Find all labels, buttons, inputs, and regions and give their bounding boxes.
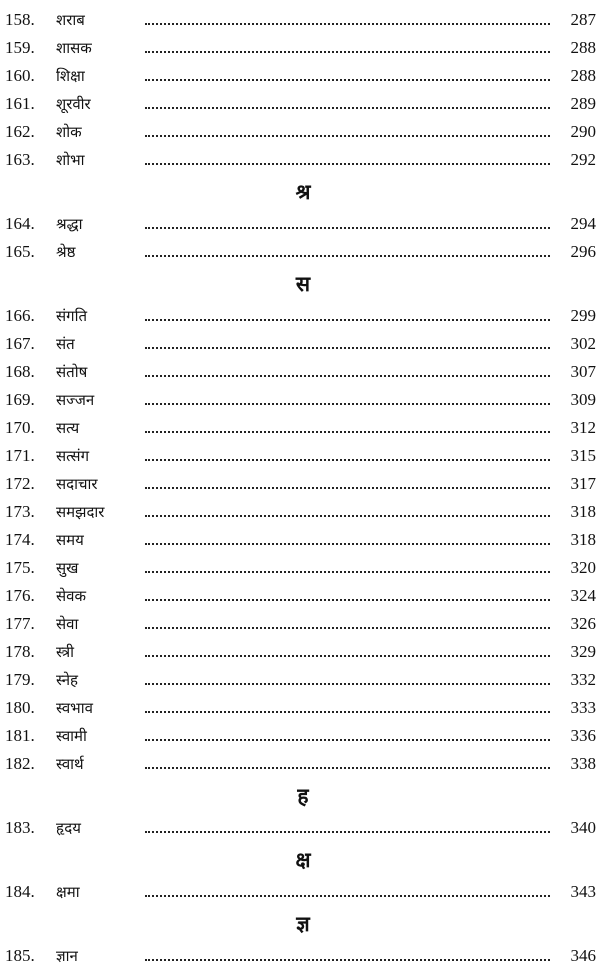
entry-title: सेवा <box>56 615 79 633</box>
toc-entry[interactable] <box>0 750 600 778</box>
entry-title: समझदार <box>56 503 105 521</box>
toc-entry[interactable] <box>0 414 600 442</box>
section-heading: क्ष <box>295 848 311 872</box>
entry-page-number: 290 <box>570 122 596 141</box>
toc-entry[interactable] <box>0 90 600 118</box>
entry-number: 174. <box>5 530 35 549</box>
dot-leader <box>145 51 550 53</box>
entry-number: 167. <box>5 334 35 353</box>
entry-title: श्रद्धा <box>56 215 83 233</box>
dot-leader <box>145 107 550 109</box>
toc-entry[interactable] <box>0 358 600 386</box>
entry-page-number: 312 <box>570 418 596 437</box>
dot-leader <box>145 711 550 713</box>
entry-number: 169. <box>5 390 35 409</box>
entry-title: सज्जन <box>56 391 95 409</box>
entry-page-number: 343 <box>570 882 596 901</box>
entry-page-number: 309 <box>570 390 596 409</box>
entry-title: संत <box>56 335 75 353</box>
entry-number: 160. <box>5 66 35 85</box>
dot-leader <box>145 431 550 433</box>
toc-entry[interactable] <box>0 722 600 750</box>
entry-title: स्वार्थ <box>56 755 84 773</box>
entry-number: 165. <box>5 242 35 261</box>
entry-page-number: 288 <box>570 38 596 57</box>
entry-title: सदाचार <box>56 475 98 493</box>
entry-title: संतोष <box>56 363 88 381</box>
entry-number: 168. <box>5 362 35 381</box>
toc-entry[interactable] <box>0 814 600 842</box>
entry-page-number: 315 <box>570 446 596 465</box>
entry-number: 183. <box>5 818 35 837</box>
entry-number: 176. <box>5 586 35 605</box>
toc-entry[interactable] <box>0 638 600 666</box>
entry-page-number: 302 <box>570 334 596 353</box>
entry-number: 181. <box>5 726 35 745</box>
entry-number: 171. <box>5 446 35 465</box>
entry-number: 170. <box>5 418 35 437</box>
dot-leader <box>145 959 550 961</box>
entry-page-number: 340 <box>570 818 596 837</box>
entry-number: 185. <box>5 946 35 965</box>
toc-entry[interactable] <box>0 942 600 970</box>
entry-title: स्वामी <box>56 727 87 745</box>
entry-title: शूरवीर <box>56 95 91 113</box>
dot-leader <box>145 831 550 833</box>
dot-leader <box>145 543 550 545</box>
entry-number: 159. <box>5 38 35 57</box>
dot-leader <box>145 79 550 81</box>
entry-page-number: 320 <box>570 558 596 577</box>
toc-entry[interactable] <box>0 386 600 414</box>
entry-title: संगति <box>56 307 88 325</box>
entry-title: स्नेह <box>56 671 79 689</box>
toc-entry[interactable] <box>0 6 600 34</box>
entry-title: सत्संग <box>56 447 90 465</box>
entry-number: 172. <box>5 474 35 493</box>
dot-leader <box>145 767 550 769</box>
toc-entry[interactable] <box>0 526 600 554</box>
entry-number: 163. <box>5 150 35 169</box>
entry-page-number: 336 <box>570 726 596 745</box>
entry-title: क्षमा <box>56 883 80 901</box>
toc-entry[interactable] <box>0 554 600 582</box>
entry-title: ज्ञान <box>56 947 78 965</box>
toc-entry[interactable] <box>0 666 600 694</box>
toc-entry[interactable] <box>0 498 600 526</box>
entry-number: 173. <box>5 502 35 521</box>
entry-page-number: 288 <box>570 66 596 85</box>
entry-number: 178. <box>5 642 35 661</box>
toc-entry[interactable] <box>0 582 600 610</box>
entry-number: 162. <box>5 122 35 141</box>
entry-title: सुख <box>56 559 79 577</box>
section-heading: स <box>295 272 311 296</box>
entry-page-number: 287 <box>570 10 596 29</box>
dot-leader <box>145 227 550 229</box>
entry-page-number: 318 <box>570 502 596 521</box>
entry-page-number: 338 <box>570 754 596 773</box>
entry-number: 175. <box>5 558 35 577</box>
toc-entry[interactable] <box>0 34 600 62</box>
dot-leader <box>145 487 550 489</box>
entry-page-number: 318 <box>570 530 596 549</box>
toc-entry[interactable] <box>0 210 600 238</box>
dot-leader <box>145 23 550 25</box>
entry-title: शोक <box>56 123 82 141</box>
dot-leader <box>145 375 550 377</box>
toc-entry[interactable] <box>0 238 600 266</box>
entry-page-number: 292 <box>570 150 596 169</box>
dot-leader <box>145 459 550 461</box>
toc-entry[interactable] <box>0 878 600 906</box>
entry-page-number: 326 <box>570 614 596 633</box>
entry-number: 158. <box>5 10 35 29</box>
dot-leader <box>145 403 550 405</box>
toc-entry[interactable] <box>0 470 600 498</box>
entry-page-number: 332 <box>570 670 596 689</box>
entry-page-number: 324 <box>570 586 596 605</box>
dot-leader <box>145 319 550 321</box>
section-heading: श्र <box>295 180 311 204</box>
dot-leader <box>145 655 550 657</box>
dot-leader <box>145 515 550 517</box>
toc-entry[interactable] <box>0 62 600 90</box>
entry-title: हृदय <box>56 819 81 837</box>
dot-leader <box>145 683 550 685</box>
entry-page-number: 294 <box>570 214 596 233</box>
entry-title: शोभा <box>56 151 85 169</box>
dot-leader <box>145 135 550 137</box>
entry-title: समय <box>56 531 84 549</box>
entry-page-number: 307 <box>570 362 596 381</box>
dot-leader <box>145 627 550 629</box>
dot-leader <box>145 895 550 897</box>
entry-page-number: 333 <box>570 698 596 717</box>
toc-entry[interactable] <box>0 694 600 722</box>
entry-title: सत्य <box>56 419 80 437</box>
dot-leader <box>145 255 550 257</box>
entry-number: 164. <box>5 214 35 233</box>
entry-page-number: 317 <box>570 474 596 493</box>
entry-number: 179. <box>5 670 35 689</box>
toc-entry[interactable] <box>0 302 600 330</box>
entry-title: सेवक <box>56 587 87 605</box>
entry-title: श्रेष्ठ <box>56 243 76 261</box>
entry-title: शासक <box>56 39 92 57</box>
dot-leader <box>145 739 550 741</box>
section-heading: ह <box>297 784 309 808</box>
dot-leader <box>145 347 550 349</box>
section-heading: ज्ञ <box>296 912 310 936</box>
dot-leader <box>145 599 550 601</box>
entry-page-number: 329 <box>570 642 596 661</box>
dot-leader <box>145 571 550 573</box>
toc-entry[interactable] <box>0 330 600 358</box>
entry-number: 166. <box>5 306 35 325</box>
entry-page-number: 346 <box>570 946 596 965</box>
toc-entry[interactable] <box>0 442 600 470</box>
entry-number: 180. <box>5 698 35 717</box>
entry-number: 184. <box>5 882 35 901</box>
entry-number: 161. <box>5 94 35 113</box>
entry-title: शिक्षा <box>56 67 85 85</box>
toc-entry[interactable] <box>0 146 600 174</box>
dot-leader <box>145 163 550 165</box>
entry-title: स्त्री <box>56 643 75 661</box>
entry-title: स्वभाव <box>56 699 93 717</box>
toc-entry[interactable] <box>0 118 600 146</box>
toc-entry[interactable] <box>0 610 600 638</box>
entry-number: 177. <box>5 614 35 633</box>
entry-page-number: 289 <box>570 94 596 113</box>
entry-title: शराब <box>56 11 85 29</box>
entry-number: 182. <box>5 754 35 773</box>
entry-page-number: 299 <box>570 306 596 325</box>
entry-page-number: 296 <box>570 242 596 261</box>
